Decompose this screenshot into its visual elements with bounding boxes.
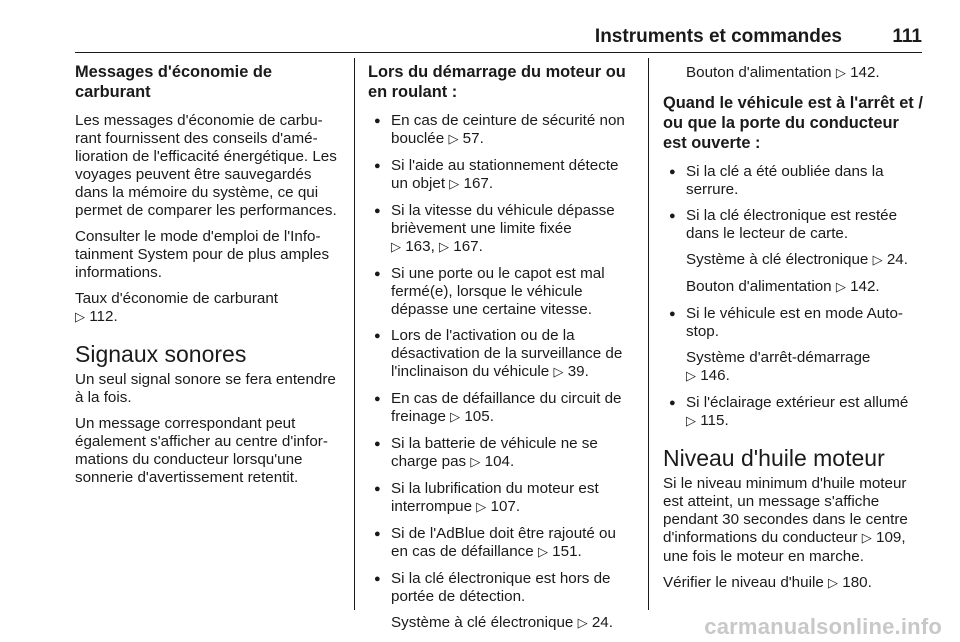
list-item: ● Si la clé électronique est restée dans le lecteur de carte. <box>663 207 925 243</box>
paragraph: Vérifier le niveau d'huile ▷ 180. <box>663 574 872 591</box>
page-title: Instruments et commandes <box>594 26 842 47</box>
list-item: ● En cas de ceinture de sécurité non bouclée ▷ 57. <box>368 112 636 149</box>
page-ref-arrow-icon: ▷ <box>449 177 460 192</box>
section-title: Signaux sonores <box>75 341 247 367</box>
column-divider <box>354 58 355 610</box>
page-header <box>75 26 922 48</box>
sub-reference: Système à clé électronique ▷ 24. <box>391 614 613 631</box>
section-heading: Lors du démarrage du moteur ou en roulant : <box>368 63 626 101</box>
page-ref[interactable]: 57. <box>462 130 484 147</box>
list-item: ● Si de l'AdBlue doit être rajouté ou en cas de défaillance ▷ 151. <box>368 525 636 562</box>
paragraph: Si le niveau minimum d'huile moteur est atteint, un message s'affiche pendant 30 secondes dans le centre d'informations du conducteur ▷ 109, une fois le moteur en marche. <box>663 475 908 565</box>
sub-reference: Bouton d'alimentation ▷ 142. <box>686 64 880 81</box>
page-ref-arrow-icon: ▷ <box>828 576 839 591</box>
page-ref[interactable]: 109, <box>876 529 906 546</box>
page-ref[interactable]: 39. <box>567 363 589 380</box>
list-item: ● Si la clé électronique est hors de portée de détection. <box>368 570 636 606</box>
ref-text: Taux d'économie de carburant <box>75 290 278 307</box>
sub-reference: Système d'arrêt-démarrage ▷ 146. <box>686 349 871 384</box>
header-rule <box>75 52 922 53</box>
page-ref-arrow-icon: ▷ <box>476 500 487 515</box>
page-ref-arrow-icon: ▷ <box>537 545 548 560</box>
page-ref[interactable]: 104. <box>484 453 515 470</box>
column-2 <box>368 62 636 641</box>
page-ref[interactable]: 107. <box>490 498 521 515</box>
page-ref[interactable]: 163, <box>405 238 435 255</box>
page-ref-arrow-icon: ▷ <box>450 410 461 425</box>
paragraph <box>75 290 341 327</box>
list-item: ● Lors de l'activation ou de la désactivation de la surveillance de l'inclinaison du véhicule ▷ 39. <box>368 327 636 382</box>
paragraph: Un seul signal sonore se fera entendre à la fois. <box>75 371 336 406</box>
list-item: ● En cas de défaillance du circuit de freinage ▷ 105. <box>368 390 636 427</box>
page-ref-arrow-icon: ▷ <box>553 365 564 380</box>
page-number: 111 <box>892 26 922 47</box>
column-divider <box>648 58 649 610</box>
page-ref[interactable]: 115. <box>700 412 729 429</box>
section-heading: Messages d'économie de carburant <box>75 63 273 101</box>
page-ref[interactable]: 167. <box>453 238 483 255</box>
page-ref-arrow-icon: ▷ <box>835 280 846 295</box>
page-ref[interactable]: 24. <box>591 614 613 631</box>
list-item: ● Si l'éclairage extérieur est allumé ▷ 115. <box>663 394 925 431</box>
section-heading: Quand le véhicule est à l'arrêt et / ou que la porte du conducteur est ouverte : <box>663 94 923 152</box>
page-ref-arrow-icon: ▷ <box>872 253 883 268</box>
page-ref[interactable]: 180. <box>842 574 872 591</box>
page-ref-arrow-icon: ▷ <box>391 240 401 255</box>
page-ref[interactable]: 146. <box>700 367 730 384</box>
list-item: ● Si la batterie de véhicule ne se charge pas ▷ 104. <box>368 435 636 472</box>
paragraph: Les messages d'économie de carburant fournissent des conseils d'amélioration de l'efficacité énergétique. Les voyages peuvent être sauvegardés dans la mémoire du système, ce qui permet de comparer les performances. <box>75 112 337 219</box>
page-ref-arrow-icon: ▷ <box>448 132 459 147</box>
page-ref[interactable]: 142. <box>850 278 880 295</box>
page-ref-arrow-icon: ▷ <box>470 455 481 470</box>
page-ref-arrow-icon: ▷ <box>75 310 85 325</box>
page-ref[interactable]: 112. <box>89 308 118 325</box>
column-1 <box>75 62 341 495</box>
page-ref[interactable]: 151. <box>552 543 582 560</box>
page-ref[interactable]: 105. <box>464 408 494 425</box>
list-item: ● Si la clé a été oubliée dans la serrure. <box>663 163 925 199</box>
sub-reference: Bouton d'alimentation ▷ 142. <box>686 278 880 295</box>
paragraph: Consulter le mode d'emploi de l'Infotainment System pour de plus amples informations. <box>75 228 330 281</box>
page-ref-arrow-icon: ▷ <box>686 414 696 429</box>
paragraph: Un message correspondant peut également s'afficher au centre d'informations du conducteur lorsqu'une sonnerie d'avertissement retentit. <box>75 415 328 486</box>
page-ref-arrow-icon: ▷ <box>686 369 696 384</box>
list-item: ● Si la lubrification du moteur est interrompue ▷ 107. <box>368 480 636 517</box>
page-ref-arrow-icon: ▷ <box>577 616 588 631</box>
sub-reference: Système à clé électronique ▷ 24. <box>686 251 908 268</box>
page-ref[interactable]: 167. <box>463 175 494 192</box>
section-title: Niveau d'huile moteur <box>663 445 885 471</box>
list-item: ● Si l'aide au stationnement détecte un objet ▷ 167. <box>368 157 636 194</box>
page-ref[interactable]: 24. <box>886 251 908 268</box>
page-ref-arrow-icon: ▷ <box>861 531 872 546</box>
watermark: carmanualsonline.info <box>704 614 942 639</box>
page-ref[interactable]: 142. <box>850 64 880 81</box>
page-ref-arrow-icon: ▷ <box>835 66 846 81</box>
list-item: ● Si une porte ou le capot est mal fermé(e), lorsque le véhicule dépasse une certaine vitesse. <box>368 265 636 319</box>
column-3 <box>663 64 925 601</box>
list-item: ● Si la vitesse du véhicule dépasse brièvement une limite fixée ▷ 163, ▷ 167. <box>368 202 636 257</box>
page-ref-arrow-icon: ▷ <box>439 240 450 255</box>
list-item: ● Si le véhicule est en mode Auto-stop. <box>663 305 925 341</box>
